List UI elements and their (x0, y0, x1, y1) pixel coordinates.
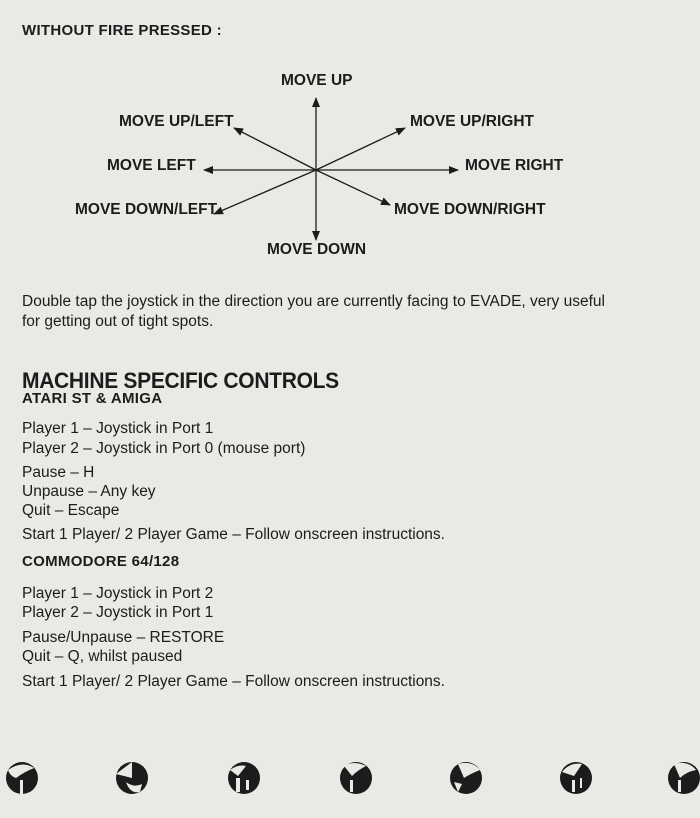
evade-paragraph (22, 292, 682, 331)
label-move-right: MOVE RIGHT (465, 157, 564, 174)
rotating-planet-icon (556, 756, 596, 800)
atari-start: Start 1 Player/ 2 Player Game – Follow onscreen instructions. (22, 526, 445, 543)
evade-line-2: for getting out of tight spots. (22, 312, 214, 330)
atari-pause: Pause – H (22, 464, 95, 481)
rotating-planet-icon (664, 756, 700, 800)
label-move-down: MOVE DOWN (267, 241, 367, 258)
label-move-up: MOVE UP (281, 72, 353, 89)
arrow-down-right (316, 170, 390, 205)
c64-quit: Quit – Q, whilst paused (22, 648, 183, 665)
arrow-down-left (214, 170, 316, 214)
label-move-down-left: MOVE DOWN/LEFT (75, 201, 218, 218)
rotating-planet-icon (446, 756, 486, 800)
arrow-up-right (316, 128, 405, 170)
arrow-up-left (234, 128, 316, 170)
c64-pause: Pause/Unpause – RESTORE (22, 629, 225, 646)
c64-player2: Player 2 – Joystick in Port 1 (22, 604, 214, 621)
c64-player1: Player 1 – Joystick in Port 2 (22, 585, 214, 602)
label-move-down-right: MOVE DOWN/RIGHT (394, 201, 546, 218)
rotating-planet-icon (112, 756, 152, 800)
evade-line-1: Double tap the joystick in the direction you are currently facing to EVADE, very useful (22, 293, 605, 310)
without-fire-heading: WITHOUT FIRE PRESSED : (22, 22, 222, 39)
atari-player1: Player 1 – Joystick in Port 1 (22, 420, 214, 437)
c64-heading: COMMODORE 64/128 (22, 553, 180, 570)
atari-amiga-heading: ATARI ST & AMIGA (22, 390, 163, 407)
machine-specific-heading: MACHINE SPECIFIC CONTROLS (22, 369, 339, 394)
label-move-left: MOVE LEFT (107, 157, 196, 174)
rotating-planet-icon (2, 756, 42, 800)
c64-start: Start 1 Player/ 2 Player Game – Follow onscreen instructions. (22, 673, 445, 690)
atari-player2: Player 2 – Joystick in Port 0 (mouse port) (22, 440, 306, 457)
atari-quit: Quit – Escape (22, 502, 120, 519)
atari-unpause: Unpause – Any key (22, 483, 156, 500)
rotating-planet-icon (336, 756, 376, 800)
label-move-up-left: MOVE UP/LEFT (119, 113, 234, 130)
rotating-planet-icon (224, 756, 264, 800)
label-move-up-right: MOVE UP/RIGHT (410, 113, 535, 130)
